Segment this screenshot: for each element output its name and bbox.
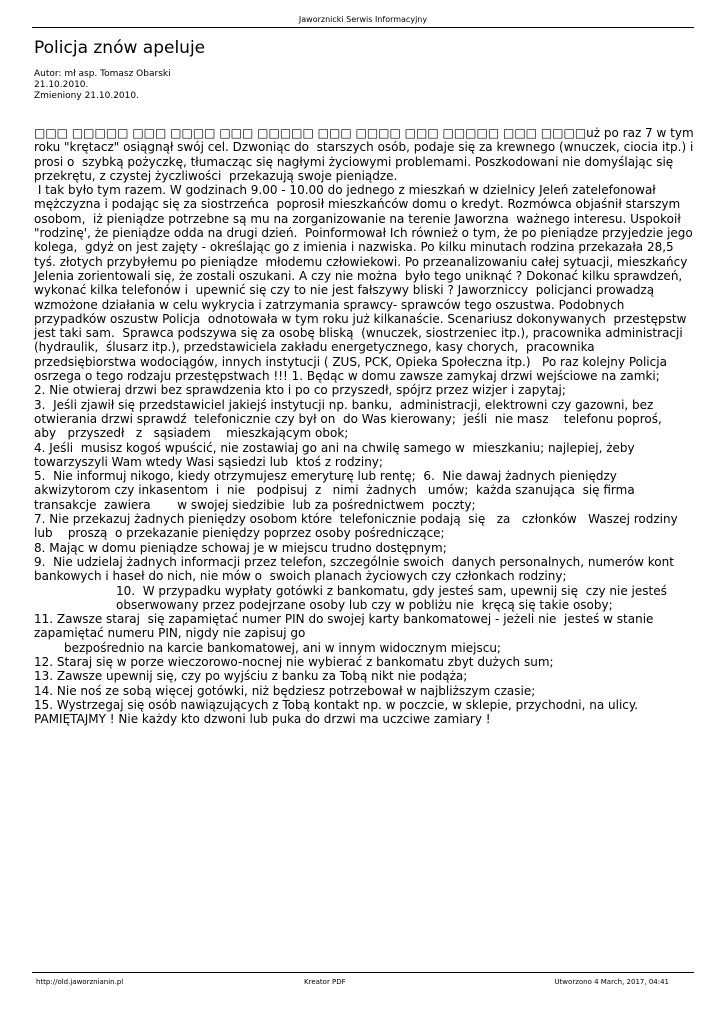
paragraph-incident: I tak było tym razem. W godzinach 9.00 - 10.00 do jednego z mieszkań w dzielnicy Jeleń zatelefonował mężczyzna i podając się za siostrzeńca poprosił mieszkańców domu o kredyt. Rozmówca objaśnił starszym osobom, iż pieniądze potrzebne są mu na zorganizowanie na terenie Jaworzna ważnego interesu. Uspokoił "rodzinę', że pieniądze odda na drugi dzień. Poinformował Ich również o tym, że po pieniądze przyjedzie jego kolega, gdyż on jest zajęty - określając go z imienia i nazwiska. Po kilku minutach rodzina przekazała 28,5 tyś. złotych przybyłemu po pieniądze młodemu człowiekowi. Po przeanalizowaniu całej sytuacji, mieszkańcy Jelenia zorientowali się, że zostali oszukani. A czy nie można było tego uniknąć ? Dokonać kilku sprawdzeń, wykonać kilka telefonów i upewnić się czy to nie jest fałszywy bliski ? Jaworzniccy policjanci prowadzą wzmożone działania w celu wykrycia i zatrzymania sprawcy- sprawców tego oszustwa. Podobnych przypadków oszustw Policja odnotowała w tym roku już kilkanaście. Scenariusz dokonywanych przestępstw jest taki sam. Sprawca podszywa się za osobę bliską (wnuczek, siostrzeniec itp.), pracownika administracji (hydraulik, ślusarz itp.), przedstawiciela zakładu energetycznego, kasy chorych, pracownika przedsiębiorstwa wodociągów, innych instytucji ( ZUS, PCK, Opieka Społeczna itp.) Po raz kolejny Policja osrzega o tego rodzaju przestępstwach !!! 1. Będąc w domu zawsze zamykaj drzwi wejściowe na zamki; (34, 183, 697, 384)
footer-generator: Kreator PDF (304, 978, 346, 986)
tip-9: 9. Nie udzielaj żadnych informacji przez telefon, szczególnie swoich danych personalnych, numerów kont bankowych i haseł do nich, nie mów o swoich planach życiowych czy członkach rodziny; (34, 554, 682, 584)
page-footer (32, 972, 694, 989)
tip-5-6: 5. Nie informuj nikogo, kiedy otrzymujesz emeryturę lub rentę; 6. Nie dawaj żadnych pieniędzy akwizytorom czy inkasentom i nie podpisuj z nimi żadnych umów; każda szanująca się firma transakcje zawiera w swojej siedzibie lub za pośrednictwem poczty; (34, 469, 639, 512)
tip-10: 10. W przypadku wypłaty gotówki z bankomatu, gdy jesteś sam, upewnij się czy nie jesteś obserwowany przez podejrzane osoby lub czy w pobliżu nie kręcą się takie osoby; (116, 583, 671, 612)
tip-14: 14. Nie noś ze sobą więcej gotówki, niż będziesz potrzebował w najbliższym czasie; (34, 683, 536, 698)
author-line: Autor: mł asp. Tomasz Obarski (34, 69, 171, 79)
tip-8: 8. Mając w domu pieniądze schowaj je w miejscu trudno dostępnym; (34, 540, 447, 555)
tip-15: 15. Wystrzegaj się osób nawiązujących z Tobą kontakt np. w poczcie, w sklepie, przychodni, na ulicy. PAMIĘTAJMY ! Nie każdy kto dzwoni lub puka do drzwi ma uczciwe zamiary ! (34, 697, 642, 727)
page-header (32, 12, 694, 28)
modified-date: Zmieniony 21.10.2010. (34, 91, 139, 101)
tip-3: 3. Jeśli zjawił się przedstawiciel jakiejś instytucji np. banku, administracji, elektrowni czy gazowni, bez otwierania drzwi sprawdź telefonicznie czy był on do Was kierowany; jeśli nie masz telefonu poproś, aby przyszedł z sąsiadem mieszkającym obok; (34, 397, 674, 441)
article-meta (34, 69, 171, 102)
tip-11: 11. Zawsze staraj się zapamiętać numer PIN do swojej karty bankomatowej - jeżeli nie jesteś w stanie zapamiętać numeru PIN, nigdy nie zapisuj go (34, 612, 658, 641)
paragraph-intro: □□□ □□□□□ □□□ □□□□ □□□ □□□□□ □□□ □□□□ □□□ □□□□□ □□□ □□□□uż po raz 7 w tym roku "krętacz" osiągnął swój cel. Dzwoniąc do starszych osób, podaje się za krewnego (wnuczek, ciocia itp.) i prosi o szybką pożyczkę, tłumacząc się nagłymi życiowymi problemami. Poszkodowani nie domyślając się przekrętu, z czystej życzliwości przekazują swoje pieniądze. (34, 126, 698, 183)
tip-12: 12. Staraj się w porze wieczorowo-nocnej nie wybierać z bankomatu zbyt dużych sum; (34, 654, 554, 669)
tip-11-continued: bezpośrednio na karcie bankomatowej, ani w innym widocznym miejscu; (64, 640, 501, 655)
tip-4: 4. Jeśli musisz kogoś wpuścić, nie zostawiaj go ani na chwilę samego w mieszkaniu; najlepiej, żeby towarzyszyli Wam wtedy Wasi sąsiedzi lub ktoś z rodziny; (34, 440, 639, 469)
footer-created: Utworzono 4 March, 2017, 04:41 (554, 978, 669, 986)
article-title: Policja znów apeluje (34, 38, 206, 58)
footer-url: http://old.jaworznianin.pl (36, 978, 124, 986)
article-body (34, 126, 698, 727)
publish-date: 21.10.2010. (34, 80, 89, 90)
tip-2: 2. Nie otwieraj drzwi bez sprawdzenia kto i po co przyszedł, spójrz przez wizjer i zapytaj; (34, 383, 566, 398)
tip-7: 7. Nie przekazuj żadnych pieniędzy osobom które telefonicznie podają się za członków Waszej rodziny lub proszą o przekazanie pieniędzy poprzez osoby pośredniczące; (34, 512, 690, 541)
site-name: Jaworznicki Serwis Informacyjny (298, 15, 428, 24)
tip-13: 13. Zawsze upewnij się, czy po wyjściu z banku za Tobą nikt nie podąża; (34, 669, 468, 684)
